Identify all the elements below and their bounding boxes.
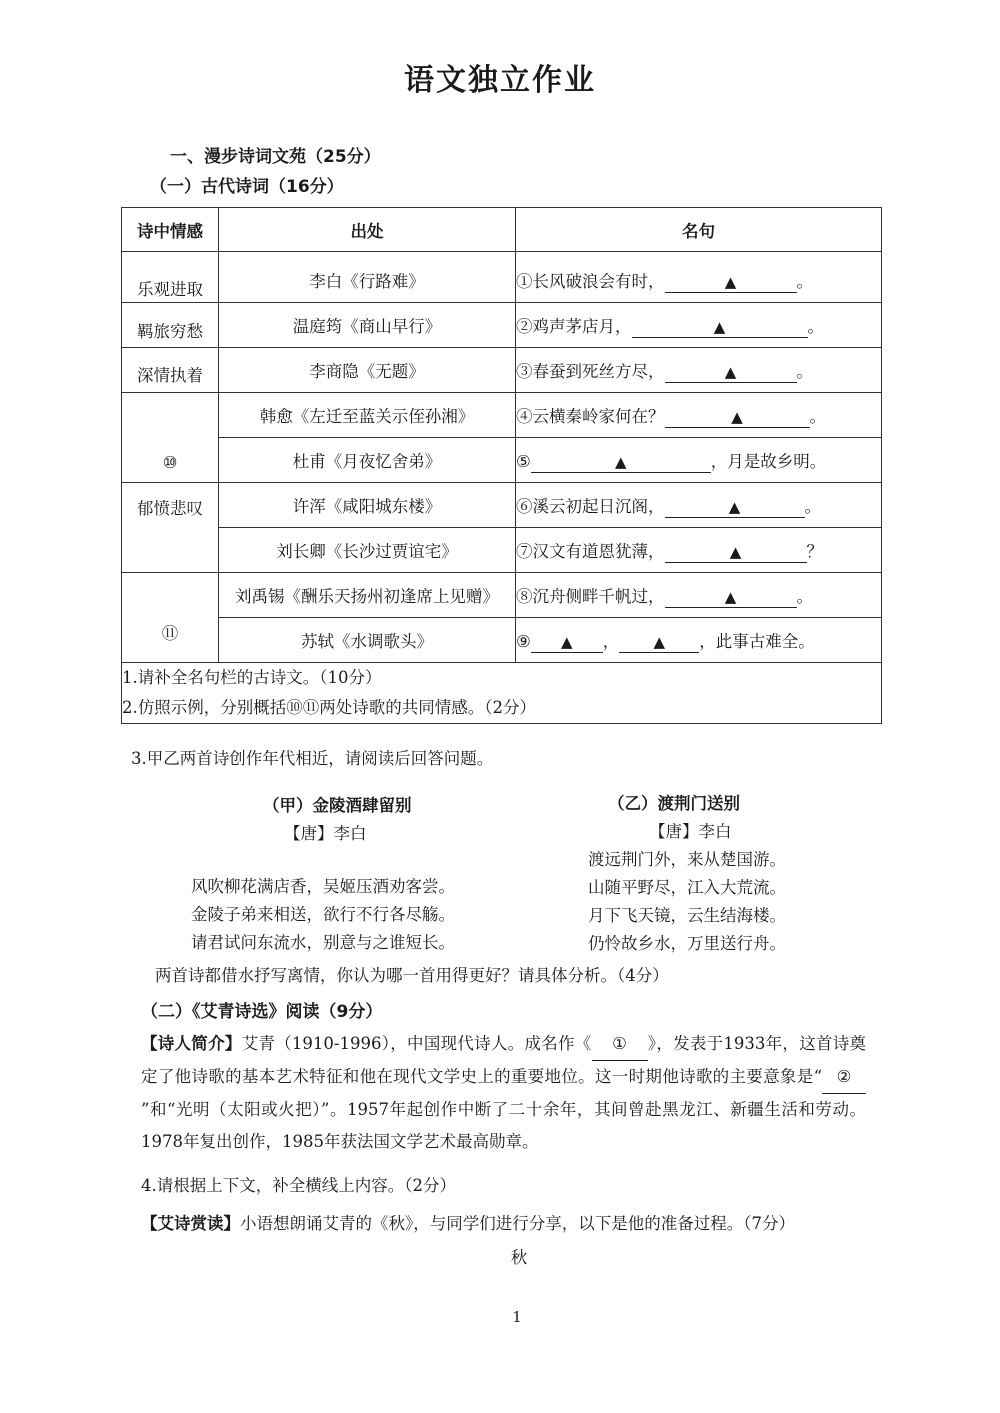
emotion-cell: 郁愤悲叹 [122,483,219,573]
source-cell: 苏轼《水调歌头》 [219,618,516,663]
question-2: 2.仿照示例，分别概括⑩⑪两处诗歌的共同情感。（2分） [122,698,536,717]
answer-blank[interactable]: ▲ [665,589,797,608]
section2-heading: （二）《艾青诗选》阅读（9分） [141,1002,383,1022]
line-cell: ⑧沉舟侧畔千帆过， ▲ 。 [516,573,882,618]
poem-b-title: （乙）渡荆门送别 [608,794,740,813]
answer-blank[interactable]: ▲ [632,319,808,338]
emotion-cell: 羁旅穷愁 [122,303,219,348]
intro-label: 【诗人简介】 [141,1034,242,1053]
poem-a-line: 风吹柳花满店香，吴姬压酒劝客尝。 [191,877,455,896]
appreciation-line: 【艾诗赏读】小语想朗诵艾青的《秋》，与同学们进行分享，以下是他的准备过程。（7分） [141,1214,795,1233]
poem-a-line: 金陵子弟来相送，欲行不行各尽觞。 [191,905,455,924]
poem-b-line: 渡远荆门外，来从楚国游。 [588,850,786,869]
answer-blank[interactable]: ▲ [531,634,603,653]
section1-subheading: （一）古代诗词（16分） [150,177,344,197]
source-cell: 许浑《咸阳城东楼》 [219,483,516,528]
answer-blank[interactable]: ▲ [665,364,797,383]
line-cell: ⑥溪云初起日沉阁， ▲ 。 [516,483,882,528]
answer-blank[interactable]: ▲ [665,499,805,518]
poetry-table [121,207,882,724]
source-cell: 李白《行路难》 [219,252,516,303]
answer-blank[interactable]: ▲ [665,274,797,293]
table-questions [122,663,882,724]
source-cell: 韩愈《左迁至蓝关示侄孙湘》 [219,393,516,438]
header-line: 名句 [516,208,882,252]
poem-a-title: （甲）金陵酒肆留别 [263,796,412,815]
answer-blank[interactable]: ▲ [619,634,699,653]
poem-b-author: 【唐】李白 [649,822,732,841]
poem-b-line: 月下飞天镜，云生结海楼。 [588,906,786,925]
header-source: 出处 [219,208,516,252]
line-cell: ①长风破浪会有时， ▲ 。 [516,252,882,303]
line-cell: ⑤ ▲ ，月是故乡明。 [516,438,882,483]
question-1: 1.请补全名句栏的古诗文。（10分） [122,668,382,687]
source-cell: 李商隐《无题》 [219,348,516,393]
poem-b-line: 山随平野尽，江入大荒流。 [588,878,786,897]
emotion-cell: 乐观进取 [122,252,219,303]
question-4: 4.请根据上下文，补全横线上内容。（2分） [141,1176,456,1195]
source-cell: 刘禹锡《酬乐天扬州初逢席上见赠》 [219,573,516,618]
line-cell: ②鸡声茅店月， ▲ 。 [516,303,882,348]
poet-intro: 【诗人简介】艾青（1910-1996），中国现代诗人。成名作《 ① 》，发表于1933年，这首诗奠定了他诗歌的基本艺术特征和他在现代文学史上的重要地位。这一时期他诗歌的主要意象是“ ②”和“光明（太阳或火把）”。1957年起创作中断了二十余年，其间曾赴黑龙江、新疆生活和劳动。1978年复出创作，1985年获法国文学艺术最高勋章。 [141,1028,866,1158]
intro-blank-2[interactable]: ② [822,1061,866,1094]
emotion-cell: ⑩ [122,393,219,483]
intro-blank-1[interactable]: ① [592,1028,648,1061]
header-emotion: 诗中情感 [122,208,219,252]
emotion-cell: ⑪ [122,573,219,663]
question-3: 3.甲乙两首诗创作年代相近，请阅读后回答问题。 [131,749,494,768]
answer-blank[interactable]: ▲ [665,544,807,563]
poem-a-author: 【唐】李白 [284,824,367,843]
source-cell: 杜甫《月夜忆舍弟》 [219,438,516,483]
line-cell: ③春蚕到死丝方尽， ▲ 。 [516,348,882,393]
poem-autumn-title: 秋 [510,1248,528,1267]
section1-heading: 一、漫步诗词文苑（25分） [170,147,381,167]
source-cell: 温庭筠《商山早行》 [219,303,516,348]
source-cell: 刘长卿《长沙过贾谊宅》 [219,528,516,573]
poem-a-line: 请君试问东流水，别意与之谁短长。 [191,933,455,952]
appreciation-label: 【艾诗赏读】 [141,1214,240,1233]
line-cell: ④云横秦岭家何在？ ▲ 。 [516,393,882,438]
question-3-prompt: 两首诗都借水抒写离情，你认为哪一首用得更好？请具体分析。（4分） [155,966,669,985]
answer-blank[interactable]: ▲ [665,409,810,428]
line-cell: ⑨ ▲ ， ▲ ，此事古难全。 [516,618,882,663]
page-title: 语文独立作业 [404,63,596,98]
line-cell: ⑦汉文有道恩犹薄， ▲ ？ [516,528,882,573]
emotion-cell: 深情执着 [122,348,219,393]
answer-blank[interactable]: ▲ [531,454,711,473]
page-number: 1 [512,1308,522,1326]
poem-b-line: 仍怜故乡水，万里送行舟。 [588,934,786,953]
